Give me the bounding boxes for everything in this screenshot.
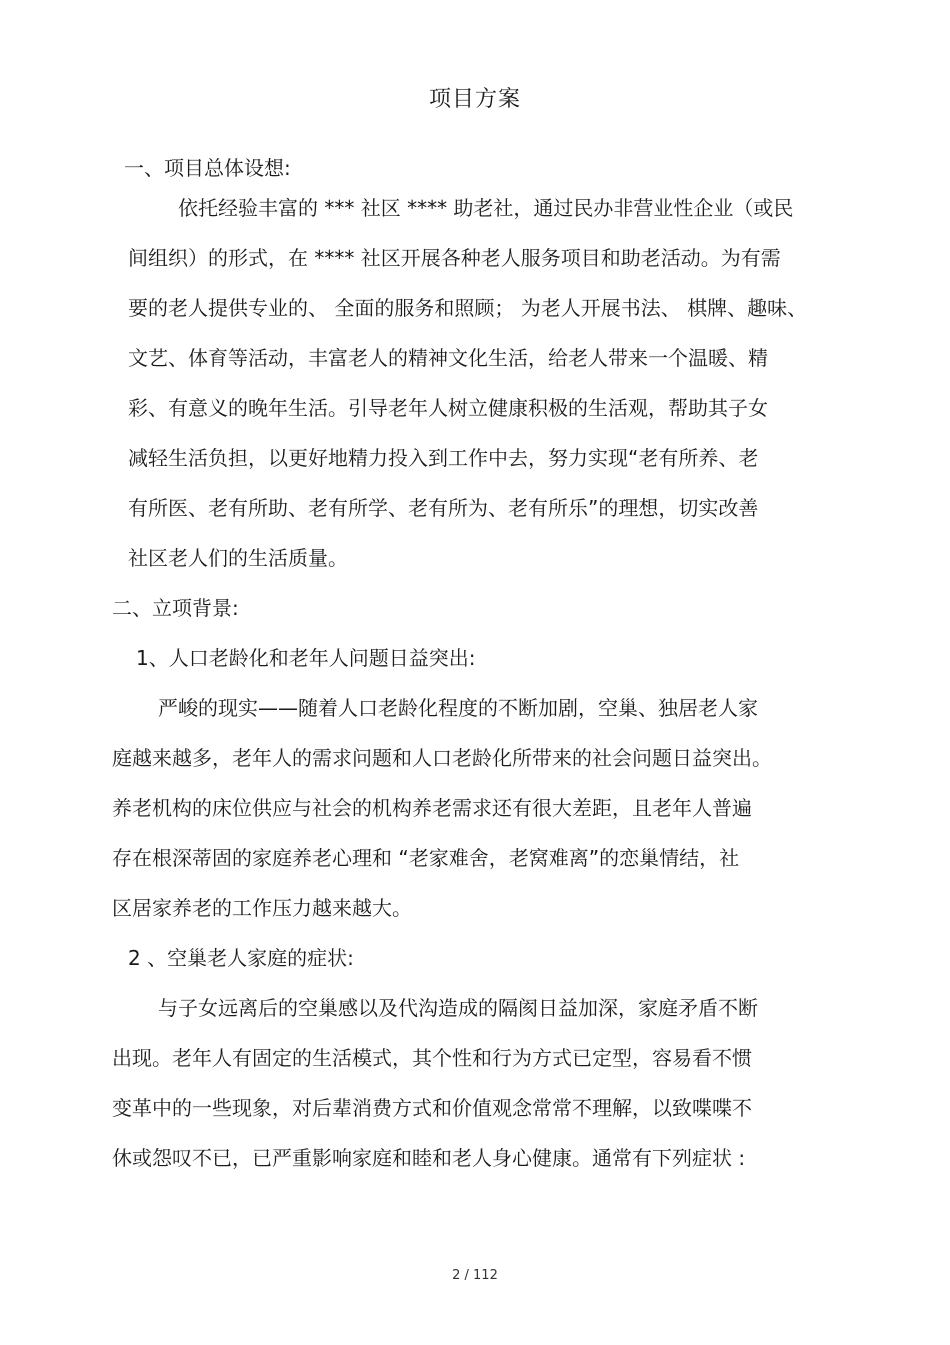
paragraph-line: 要的老人提供专业的、 全面的服务和照顾； 为老人开展书法、 棋牌、趣味、 — [128, 296, 808, 320]
paragraph-line: 变革中的一些现象，对后辈消费方式和价值观念常常不理解，以致喋喋不 — [112, 1096, 752, 1120]
subheading-1: 1、人口老龄化和老年人问题日益突出: — [136, 646, 476, 670]
paragraph-line: 严峻的现实——随着人口老龄化程度的不断加剧，空巢、独居老人家 — [158, 696, 758, 720]
heading-section-2: 二、立项背景: — [112, 596, 239, 620]
paragraph-line: 间组织）的形式，在 **** 社区开展各种老人服务项目和助老活动。为有需 — [128, 246, 781, 270]
paragraph-line: 彩、有意义的晚年生活。引导老年人树立健康积极的生活观，帮助其子女 — [128, 396, 768, 420]
paragraph-line: 文艺、体育等活动，丰富老人的精神文化生活，给老人带来一个温暖、精 — [128, 346, 768, 370]
paragraph-line: 休或怨叹不已，已严重影响家庭和睦和老人身心健康。通常有下列症状 : — [112, 1146, 746, 1170]
subheading-2: 2 、空巢老人家庭的症状: — [128, 946, 354, 970]
page-number: 2 / 112 — [452, 1268, 498, 1283]
paragraph-line: 依托经验丰富的 *** 社区 **** 助老社，通过民办非营业性企业（或民 — [178, 196, 794, 220]
paragraph-line: 出现。老年人有固定的生活模式，其个性和行为方式已定型，容易看不惯 — [112, 1046, 752, 1070]
heading-section-1: 一、项目总体设想: — [124, 156, 291, 180]
paragraph-line: 社区老人们的生活质量。 — [128, 546, 348, 570]
page-title: 项目方案 — [428, 87, 521, 112]
paragraph-line: 与子女远离后的空巢感以及代沟造成的隔阂日益加深，家庭矛盾不断 — [158, 996, 758, 1020]
paragraph-line: 存在根深蒂固的家庭养老心理和 “老家难舍，老窝难离”的恋巢情结，社 — [112, 846, 740, 870]
paragraph-line: 养老机构的床位供应与社会的机构养老需求还有很大差距，且老年人普遍 — [112, 796, 752, 820]
paragraph-line: 区居家养老的工作压力越来越大。 — [112, 896, 412, 920]
paragraph-line: 庭越来越多，老年人的需求问题和人口老龄化所带来的社会问题日益突出。 — [112, 746, 772, 770]
paragraph-line: 有所医、老有所助、老有所学、老有所为、老有所乐”的理想，切实改善 — [128, 496, 759, 520]
paragraph-line: 减轻生活负担，以更好地精力投入到工作中去，努力实现“老有所养、老 — [128, 446, 759, 470]
